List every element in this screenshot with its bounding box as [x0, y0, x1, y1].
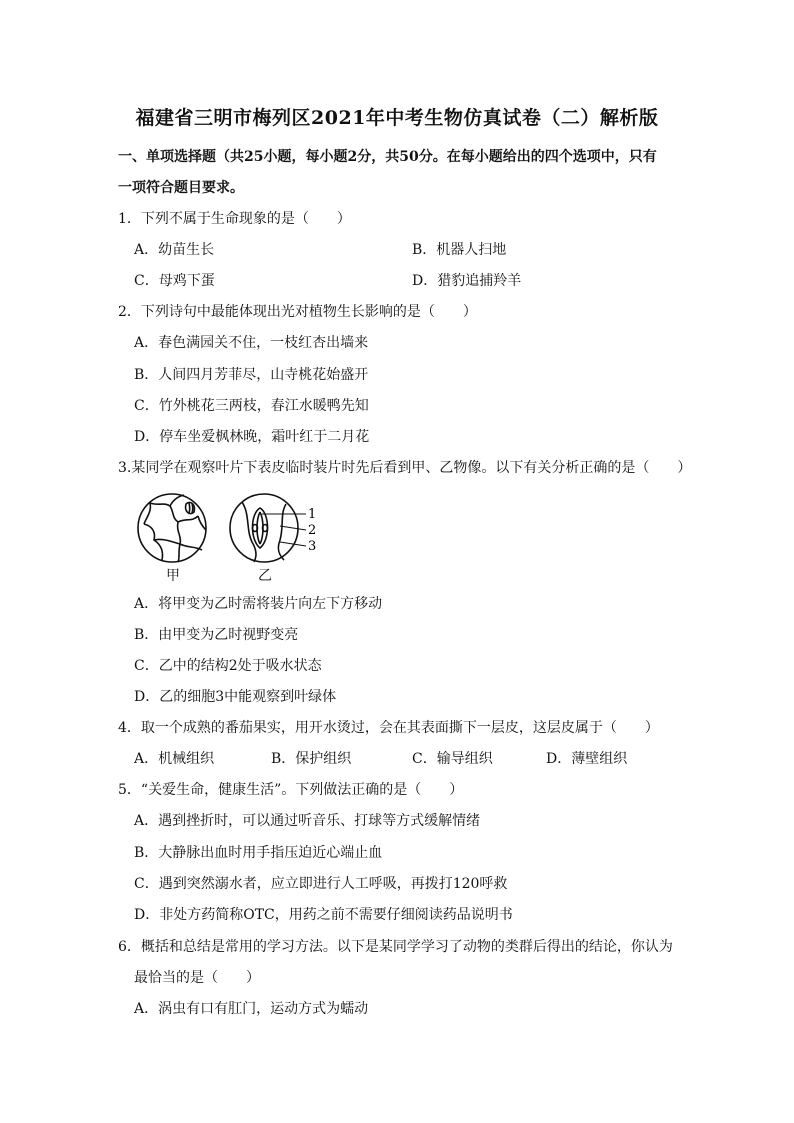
marker-1: 1 — [308, 507, 317, 522]
question-1-option-c: C．母鸡下蛋 — [134, 273, 215, 289]
view-yi — [230, 494, 298, 562]
question-1-option-a: A．幼苗生长 — [134, 242, 215, 258]
figure-label-jia: 甲 — [166, 568, 180, 584]
marker-3: 3 — [308, 539, 317, 554]
question-5-option-c: C．遇到突然溺水者，应立即进行人工呼吸，再拨打120呼救 — [134, 876, 508, 892]
question-1-option-d: D．猎豹追捕羚羊 — [412, 273, 522, 289]
question-3-option-c: C．乙中的结构2处于吸水状态 — [134, 658, 322, 674]
question-5-option-d: D．非处方药简称OTC，用药之前不需要仔细阅读药品说明书 — [134, 907, 513, 923]
question-3-option-b: B．由甲变为乙时视野变亮 — [134, 627, 299, 643]
question-4-stem: 4．取一个成熟的番茄果实，用开水烫过，会在其表面撕下一层皮，这层皮属于（ ） — [118, 720, 659, 736]
question-1-option-b: B．机器人扫地 — [412, 242, 507, 258]
label-lines — [262, 514, 306, 546]
question-4-option-c: C．输导组织 — [412, 751, 493, 767]
question-2-option-a: A．春色满园关不住，一枝红杏出墙来 — [134, 335, 369, 351]
marker-2: 2 — [308, 523, 317, 538]
view-jia — [138, 494, 206, 562]
microscope-views-drawing — [134, 490, 334, 582]
question-2-stem: 2．下列诗句中最能体现出光对植物生长影响的是（ ） — [118, 304, 477, 320]
question-4-option-b: B．保护组织 — [271, 751, 352, 767]
question-5-option-a: A．遇到挫折时，可以通过听音乐、打球等方式缓解情绪 — [134, 813, 481, 829]
question-6-stem: 6．概括和总结是常用的学习方法。以下是某同学学习了动物的类群后得出的结论，你认为 — [118, 939, 673, 955]
question-5-stem: 5．“关爱生命，健康生活”。下列做法正确的是（ ） — [118, 782, 464, 798]
question-2-option-b: B．人间四月芳菲尽，山寺桃花始盛开 — [134, 367, 369, 383]
question-2-option-d: D．停车坐爱枫林晚，霜叶红于二月花 — [134, 429, 370, 445]
question-4-option-a: A．机械组织 — [134, 751, 215, 767]
question-3-option-a: A．将甲变为乙时需将装片向左下方移动 — [134, 596, 383, 612]
question-4-option-d: D．薄壁组织 — [546, 751, 628, 767]
question-3-stem: 3.某同学在观察叶片下表皮临时装片时先后看到甲、乙物像。以下有关分析正确的是（ ） — [118, 460, 692, 476]
microscope-figure — [134, 490, 334, 582]
question-3-option-d: D．乙的细胞3中能观察到叶绿体 — [134, 689, 337, 705]
section-heading-line-1: 一、单项选择题（共25小题，每小题2分，共50分。在每小题给出的四个选项中，只有 — [118, 149, 657, 165]
question-6-stem-continued: 最恰当的是（ ） — [134, 970, 260, 986]
figure-label-yi: 乙 — [258, 568, 272, 584]
question-6-option-a: A．涡虫有口有肛门，运动方式为蠕动 — [134, 1001, 369, 1017]
question-2-option-c: C．竹外桃花三两枝，春江水暖鸭先知 — [134, 398, 369, 414]
section-heading-line-2: 一项符合题目要求。 — [118, 180, 244, 196]
page-title: 福建省三明市梅列区2021年中考生物仿真试卷（二）解析版 — [135, 107, 659, 129]
question-5-option-b: B．大静脉出血时用手指压迫近心端止血 — [134, 845, 383, 861]
question-1-stem: 1．下列不属于生命现象的是（ ） — [118, 211, 351, 227]
